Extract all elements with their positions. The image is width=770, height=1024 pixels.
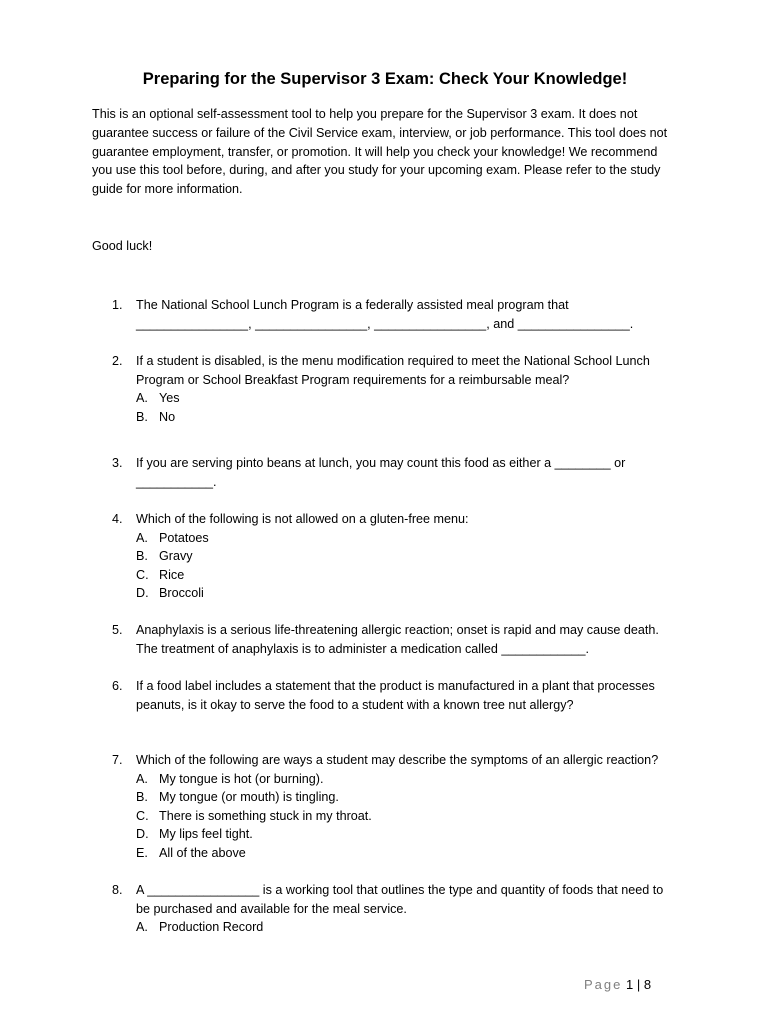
question-7 — [112, 751, 702, 863]
question-text: A ________________ is a working tool that outlines the type and quantity of foods that need to — [136, 883, 664, 897]
option-letter: A. — [136, 771, 148, 786]
question-2 — [112, 352, 702, 426]
option-text: Yes — [159, 391, 180, 406]
question-text: If a student is disabled, is the menu modification required to meet the National School Lunch — [136, 354, 650, 368]
intro-line: This is an optional self-assessment tool to help you prepare for the Supervisor 3 exam. It does not — [92, 107, 638, 121]
page-footer — [584, 977, 651, 992]
option-letter: B. — [136, 549, 148, 564]
intro-line: you use this tool before, during, and after you study for your upcoming exam. Please refer to the study — [92, 163, 661, 178]
answer-option — [136, 770, 702, 789]
intro-line: guarantee success or failure of the Civil Service exam, interview, or job performance. This tool does not — [92, 125, 668, 140]
option-text: There is something stuck in my throat. — [159, 808, 372, 823]
answer-option — [136, 844, 702, 863]
option-letter: D. — [136, 827, 149, 842]
question-number: 5. — [112, 623, 123, 637]
question-text: The treatment of anaphylaxis is to administer a medication called ____________. — [136, 641, 589, 656]
question-number: 4. — [112, 512, 123, 526]
page-current: 1 — [626, 977, 634, 992]
option-text: Gravy — [159, 549, 193, 564]
good-luck-text: Good luck! — [92, 239, 153, 253]
option-letter: B. — [136, 409, 148, 424]
question-text: Which of the following are ways a student may describe the symptoms of an allergic reaction? — [136, 753, 659, 767]
question-3 — [112, 454, 702, 491]
question-text: The National School Lunch Program is a federally assisted meal program that — [136, 298, 569, 312]
question-1 — [112, 296, 702, 333]
page-separator: | — [636, 977, 641, 992]
answer-option — [136, 529, 702, 548]
answer-option — [136, 566, 702, 585]
option-text: My tongue is hot (or burning). — [159, 771, 324, 786]
option-text: Broccoli — [159, 586, 204, 601]
option-text: All of the above — [159, 845, 246, 860]
option-letter: B. — [136, 790, 148, 805]
option-letter: A. — [136, 530, 148, 545]
question-8 — [112, 881, 702, 937]
option-letter: C. — [136, 567, 149, 582]
answer-option — [136, 825, 702, 844]
option-text: My lips feel tight. — [159, 827, 253, 842]
question-number: 1. — [112, 298, 123, 312]
question-number: 7. — [112, 753, 123, 767]
question-text: Program or School Breakfast Program requirements for a reimbursable meal? — [136, 372, 570, 387]
page-total: 8 — [643, 977, 652, 992]
answer-option — [136, 547, 702, 566]
answer-option — [136, 389, 702, 408]
question-4 — [112, 510, 702, 603]
question-6 — [112, 677, 702, 714]
option-text: Potatoes — [159, 530, 209, 545]
question-text: peanuts, is it okay to serve the food to a student with a known tree nut allergy? — [136, 697, 574, 712]
question-text: If you are serving pinto beans at lunch, you may count this food as either a ________ or — [136, 456, 626, 470]
option-text: Rice — [159, 567, 185, 582]
question-text: If a food label includes a statement that the product is manufactured in a plant that processes — [136, 679, 655, 693]
option-text: Production Record — [159, 920, 264, 935]
option-letter: A. — [136, 920, 148, 935]
option-letter: E. — [136, 845, 148, 860]
answer-option — [136, 584, 702, 603]
option-letter: D. — [136, 586, 149, 601]
question-text: Which of the following is not allowed on a gluten-free menu: — [136, 512, 469, 526]
option-letter: C. — [136, 808, 149, 823]
page-title: Preparing for the Supervisor 3 Exam: Check Your Knowledge! — [142, 70, 628, 88]
question-number: 8. — [112, 883, 123, 897]
question-5 — [112, 621, 702, 658]
question-text: ________________, ________________, ________________, and ________________. — [136, 316, 634, 331]
answer-option — [136, 788, 702, 807]
page-label: Page — [584, 977, 623, 992]
question-text: be purchased and available for the meal service. — [136, 901, 407, 916]
option-text: My tongue (or mouth) is tingling. — [159, 790, 339, 805]
question-text: Anaphylaxis is a serious life-threatening allergic reaction; onset is rapid and may cause death. — [136, 623, 659, 637]
question-text: ___________. — [136, 474, 217, 489]
question-number: 6. — [112, 679, 123, 693]
question-number: 2. — [112, 354, 123, 368]
answer-option — [136, 918, 702, 937]
question-number: 3. — [112, 456, 123, 470]
intro-line: guide for more information. — [92, 182, 243, 197]
intro-paragraph — [92, 105, 692, 199]
option-text: No — [159, 409, 176, 424]
option-letter: A. — [136, 391, 148, 406]
answer-option — [136, 408, 702, 427]
intro-line: guarantee employment, transfer, or promotion. It will help you check your knowledge! We recommend — [92, 144, 658, 159]
answer-option — [136, 807, 702, 826]
